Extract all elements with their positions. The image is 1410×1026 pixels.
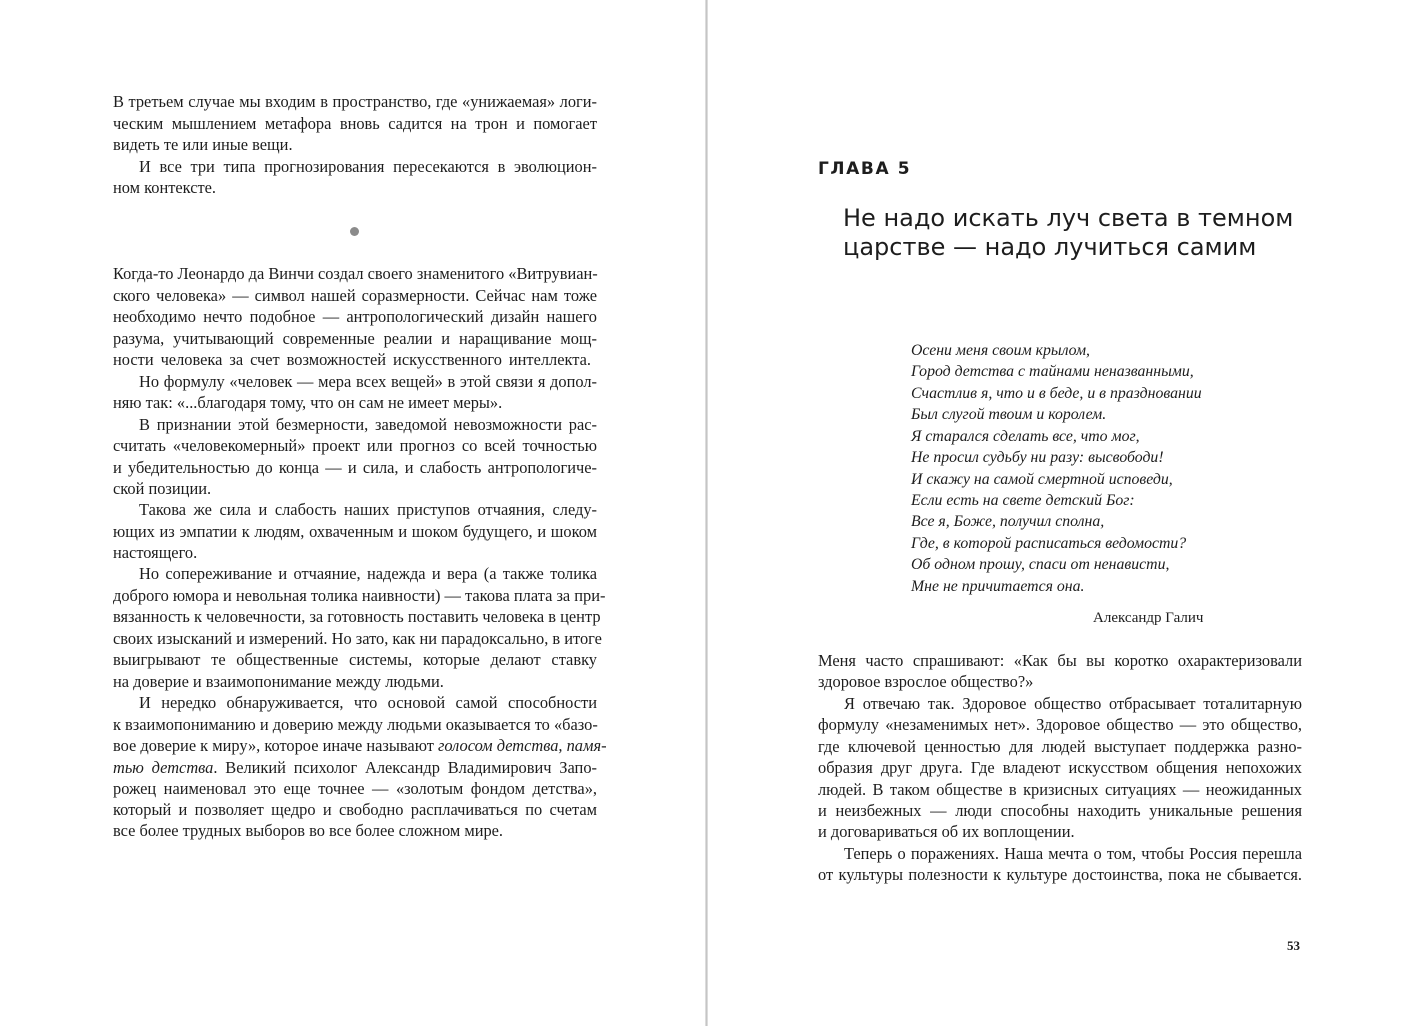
- epigraph-line: Не просил судьбу ни разу: высвободи!: [911, 449, 1164, 466]
- left-text-line: В третьем случае мы входим в пространство, где «унижаемая» логи-: [113, 92, 597, 111]
- left-text-roman: вое доверие к миру», которое иначе называют: [113, 736, 438, 755]
- left-text-line: рожец наименовал это еще точнее — «золотым фондом детства»,: [113, 779, 597, 798]
- left-text-line: И все три типа прогнозирования пересекаются в эволюцион-: [139, 157, 597, 176]
- left-text-line: ской позиции.: [113, 479, 212, 498]
- left-text-line: считать «человекомерный» проект или прогноз со всей точностью: [113, 436, 597, 455]
- left-text-line: ном контексте.: [113, 178, 217, 197]
- epigraph-line: Я старался сделать все, что мог,: [911, 428, 1140, 445]
- left-text-line: В признании этой безмерности, заведомой невозможности рас-: [139, 415, 597, 434]
- left-text-roman: . Великий психолог Александр Владимирович Запо-: [213, 758, 597, 777]
- right-text-line: где ключевой ценностью для людей выступает поддержка разно-: [818, 737, 1302, 756]
- left-text-line: доброго юмора и невольная толика наивности) — такова плата за при-: [113, 586, 606, 605]
- left-text-line: на доверие и взаимопонимание между людьми.: [113, 672, 444, 691]
- epigraph-line: Город детства с тайнами неназванными,: [911, 363, 1194, 380]
- right-text-line: образия друг друга. Где владеют искусством общения непохожих: [818, 758, 1302, 777]
- chapter-title-line: царстве — надо лучиться самим: [843, 233, 1257, 261]
- left-text-line: няю так: «...благодаря тому, что он сам не имеет меры».: [113, 393, 503, 412]
- left-text-line: Но сопереживание и отчаяние, надежда и вера (а также толика: [139, 564, 597, 583]
- epigraph-line: Если есть на свете детский Бог:: [911, 492, 1135, 509]
- left-text-line: ского человека» — символ нашей соразмерности. Сейчас нам тоже: [113, 286, 597, 305]
- left-text-line: разума, учитывающий современные реалии и наращивание мощ-: [113, 329, 597, 348]
- right-text-line: формулу «незаменимых нет». Здоровое общество — это общество,: [818, 715, 1302, 734]
- left-text-line: [113, 735, 607, 757]
- right-text-line: людей. В таком обществе в кризисных ситуациях — неожиданных: [818, 780, 1302, 799]
- left-text-italic: голосом детства, памя-: [437, 736, 607, 755]
- right-text-line: здоровое взрослое общество?»: [818, 672, 1034, 691]
- left-text-line: Такова же сила и слабость наших приступов отчаяния, следу-: [139, 500, 597, 519]
- epigraph-line: Где, в которой расписаться ведомости?: [911, 535, 1187, 552]
- epigraph-author: Александр Галич: [1093, 610, 1204, 626]
- left-text-line: ческим мышлением метафора вновь садится на трон и помогает: [113, 114, 597, 133]
- right-text-line: от культуры полезности к культуре достоинства, пока не сбывается.: [818, 865, 1302, 884]
- left-text-line: И нередко обнаруживается, что основой самой способности: [139, 693, 597, 712]
- left-text-line: Когда-то Леонардо да Винчи создал своего знаменитого «Витрувиан-: [113, 264, 598, 283]
- chapter-label: ГЛАВА 5: [818, 159, 912, 179]
- right-text-line: и договариваться об их воплощении.: [818, 822, 1075, 841]
- left-text-line: ности человека за счет возможностей искусственного интеллекта.: [113, 350, 591, 369]
- left-text-line: к взаимопониманию и доверию между людьми оказывается то «базо-: [113, 715, 598, 734]
- chapter-title-line: Не надо искать луч света в темном: [843, 204, 1294, 232]
- epigraph-line: И скажу на самой смертной исповеди,: [911, 471, 1173, 488]
- epigraph-line: Осени меня своим крылом,: [911, 342, 1091, 359]
- left-text-italic: тью детства: [113, 758, 214, 777]
- right-text-line: Меня часто спрашивают: «Как бы вы коротко охарактеризовали: [818, 651, 1302, 670]
- left-text-line: [113, 757, 597, 779]
- right-text-line: Я отвечаю так. Здоровое общество отбрасывает тоталитарную: [844, 694, 1302, 713]
- left-text-line: своих изысканий и измерений. Но зато, как ни парадоксально, в итоге: [113, 629, 602, 648]
- section-separator-dot: [350, 227, 359, 236]
- epigraph-line: Мне не причитается она.: [911, 578, 1085, 595]
- epigraph-line: Был слугой твоим и королем.: [911, 406, 1107, 423]
- left-text-line: вязанность к человечности, за готовность поставить человека в центр: [113, 607, 601, 626]
- left-text-line: выигрывают те общественные системы, которые делают ставку: [113, 650, 597, 669]
- left-text-line: видеть те или иные вещи.: [113, 135, 293, 154]
- left-text-line: настоящего.: [113, 543, 198, 562]
- epigraph-line: Об одном прошу, спаси от ненависти,: [911, 556, 1170, 573]
- page-number: 53: [1287, 938, 1300, 953]
- left-text-line: ющих из эмпатии к людям, охваченным и шоком будущего, и шоком: [113, 522, 597, 541]
- left-text-line: все более трудных выборов во все более сложном мире.: [113, 821, 504, 840]
- left-text-line: Но формулу «человек — мера всех вещей» в этой связи я допол-: [139, 372, 597, 391]
- epigraph-line: Счастлив я, что и в беде, и в праздновании: [911, 385, 1202, 402]
- left-text-line: и убедительностью до конца — и сила, и слабость антропологиче-: [113, 458, 597, 477]
- left-text-line: который и позволяет щедро и свободно расплачиваться по счетам: [113, 800, 597, 819]
- right-text-line: Теперь о поражениях. Наша мечта о том, чтобы Россия перешла: [844, 844, 1302, 863]
- left-text-line: необходимо нечто подобное — антропологический дизайн нашего: [113, 307, 597, 326]
- epigraph-line: Все я, Боже, получил сполна,: [911, 513, 1105, 530]
- right-text-line: и неизбежных — люди способны находить уникальные решения: [818, 801, 1302, 820]
